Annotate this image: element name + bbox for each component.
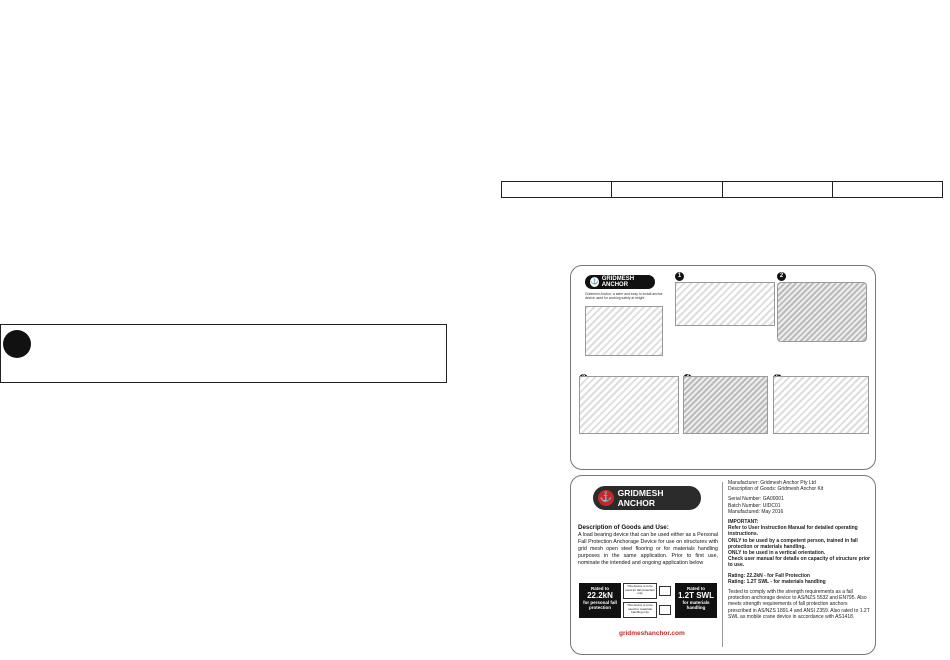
blank-table [501,181,943,198]
brand-name: GRIDMESH ANCHOR [617,488,664,508]
step-number: 1 [675,272,684,281]
step-illustration [683,376,768,434]
step-text [675,329,775,351]
description-title: Description of Goods and Use: [578,524,669,531]
rating-materials-text: Rating: 1.2T SWL - for materials handling [728,578,826,585]
divider [722,482,723,647]
serial-number: Serial Number: GA00001 [728,496,784,503]
label-details [728,480,872,620]
product-label-card [570,475,876,655]
brand-logo [593,486,701,510]
use-fall-checkbox[interactable] [659,586,671,596]
use-materials-option: This device is to be used for materials handling only [623,602,657,618]
goods-description-text: Description of Goods: Gridmesh Anchor Kit [728,486,824,493]
brand-pill [585,275,655,289]
rating-materials-suffix: for materials handling [682,600,710,610]
step-number: 2 [777,272,786,281]
important-line: Check user manual for details on capacity of structure prior to use. [728,556,870,569]
step-illustration [579,376,679,434]
rating-fall-prefix: Rated to [591,586,609,591]
table-cell [502,182,612,197]
warning-icon [3,330,31,358]
rating-fall-suffix: for personal fall protection [583,600,617,610]
table-cell [833,182,942,197]
step-illustration [773,376,869,434]
use-materials-checkbox[interactable] [659,605,671,615]
important-line: ONLY to be used in a vertical orientation. [728,550,826,557]
step-illustration [675,282,775,326]
website-link[interactable]: gridmeshanchor.com [619,630,685,637]
instructions-card [570,265,876,470]
step-illustration [777,282,867,342]
important-line: ONLY to be used by a competent person, trained in fall protection or materials handling. [728,537,858,550]
use-fall-option: This device is to be used for fall protection only [623,583,657,599]
rating-fall-value: 22.2kN [587,591,613,600]
rating-fall-text: Rating: 22.2kN - for Fall Protection [728,572,810,579]
manufacturer-text: Manufacturer: Gridmesh Anchor Pty Ltd [728,480,816,486]
warning-box [0,324,447,383]
rating-materials-prefix: Rated to [687,586,705,591]
batch-number: Batch Number: UIDC01 [728,502,781,509]
description-body: A load bearing device that can be used either as a Personal Fall Protection Anchorage Device for use on structures with grid mesh open steel flooring or for materials handling purposes in the same application. Prior to first use, nominate the intended and ongoing application below [578,532,718,566]
intro-text: Gridmesh Anchor, a safer and easy to install anchor device used for working safely at height [585,292,663,301]
anchor-icon: ⚓ [598,490,614,506]
brand-name: GRIDMESH ANCHOR [601,276,635,288]
table-cell [723,182,833,197]
important-line: Refer to User Instruction Manual for detailed operating instructions. [728,525,858,538]
table-cell [612,182,722,197]
compliance-text: Tested to comply with the strength requirements as a fall protection anchorage device to AS/NZS 5532 and EN795. Also meets strength requirements of fall protection anchors prescribed in AS/NZS 1891.4 and ANSI Z359. Also rated to 1.2T SWL as mobile crane device in accordance with AS1418. [728,589,870,620]
important-title: IMPORTANT: [728,519,759,526]
anchor-icon: ⚓ [590,278,599,285]
rating-materials-value: 1.2T SWL [677,591,714,600]
rating-fall-box [579,583,621,618]
manufactured-date: Manufactured: May 2016 [728,508,784,515]
anchor-illustration [585,306,663,356]
rating-materials-box [675,583,717,618]
